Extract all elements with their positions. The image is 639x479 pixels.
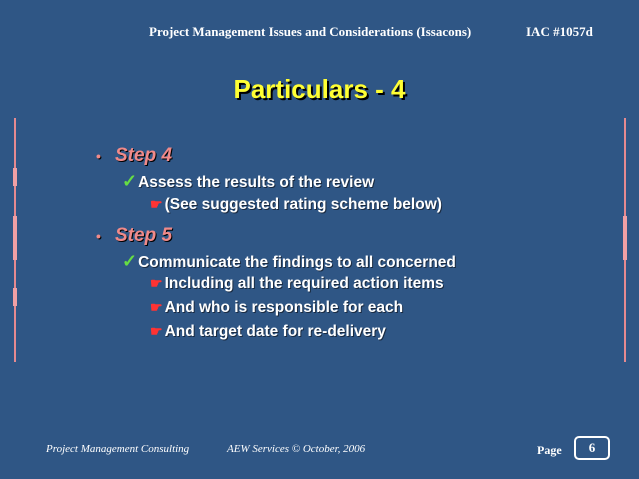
step-5-item-text: Communicate the findings to all concerned xyxy=(138,254,456,271)
header-code: IAC #1057d xyxy=(526,24,593,39)
page-label: Page xyxy=(537,443,562,457)
step-5-subitem-3 xyxy=(150,323,386,341)
step-5-subitem-2 xyxy=(150,299,403,317)
bullet-icon: • xyxy=(96,228,101,244)
check-icon: ✓ xyxy=(122,251,138,271)
header xyxy=(0,24,639,42)
pointing-hand-icon: ☛ xyxy=(150,196,163,212)
page-number-box: 6 xyxy=(574,436,610,460)
footer xyxy=(0,443,639,463)
footer-company: Project Management Consulting xyxy=(46,443,190,455)
step-5-subitem-1 xyxy=(150,275,444,293)
step-4-item xyxy=(122,171,374,192)
left-accent-bar xyxy=(14,118,16,362)
pointing-hand-icon: ☛ xyxy=(150,299,163,315)
pointing-hand-icon: ☛ xyxy=(150,275,163,291)
step-4-subitem xyxy=(150,196,442,214)
step-5-item xyxy=(122,251,456,272)
check-icon: ✓ xyxy=(122,171,138,191)
right-accent-bar xyxy=(624,118,626,362)
step-5-subitem-1-text: Including all the required action items xyxy=(164,275,444,292)
step-4-item-text: Assess the results of the review xyxy=(138,174,375,191)
slide-title: Particulars - 4 xyxy=(233,74,406,104)
step-4-label: Step 4 xyxy=(115,145,173,166)
step-5-subitem-3-text: And target date for re-delivery xyxy=(164,323,386,340)
bullet-icon: • xyxy=(96,148,101,164)
step-4-subitem-text: (See suggested rating scheme below) xyxy=(164,196,442,213)
footer-copyright: AEW Services © October, 2006 xyxy=(227,443,366,455)
step-5-label: Step 5 xyxy=(115,225,173,246)
step-5-subitem-2-text: And who is responsible for each xyxy=(164,299,404,316)
pointing-hand-icon: ☛ xyxy=(150,323,163,339)
header-title: Project Management Issues and Considerations (Issacons) xyxy=(149,24,472,39)
